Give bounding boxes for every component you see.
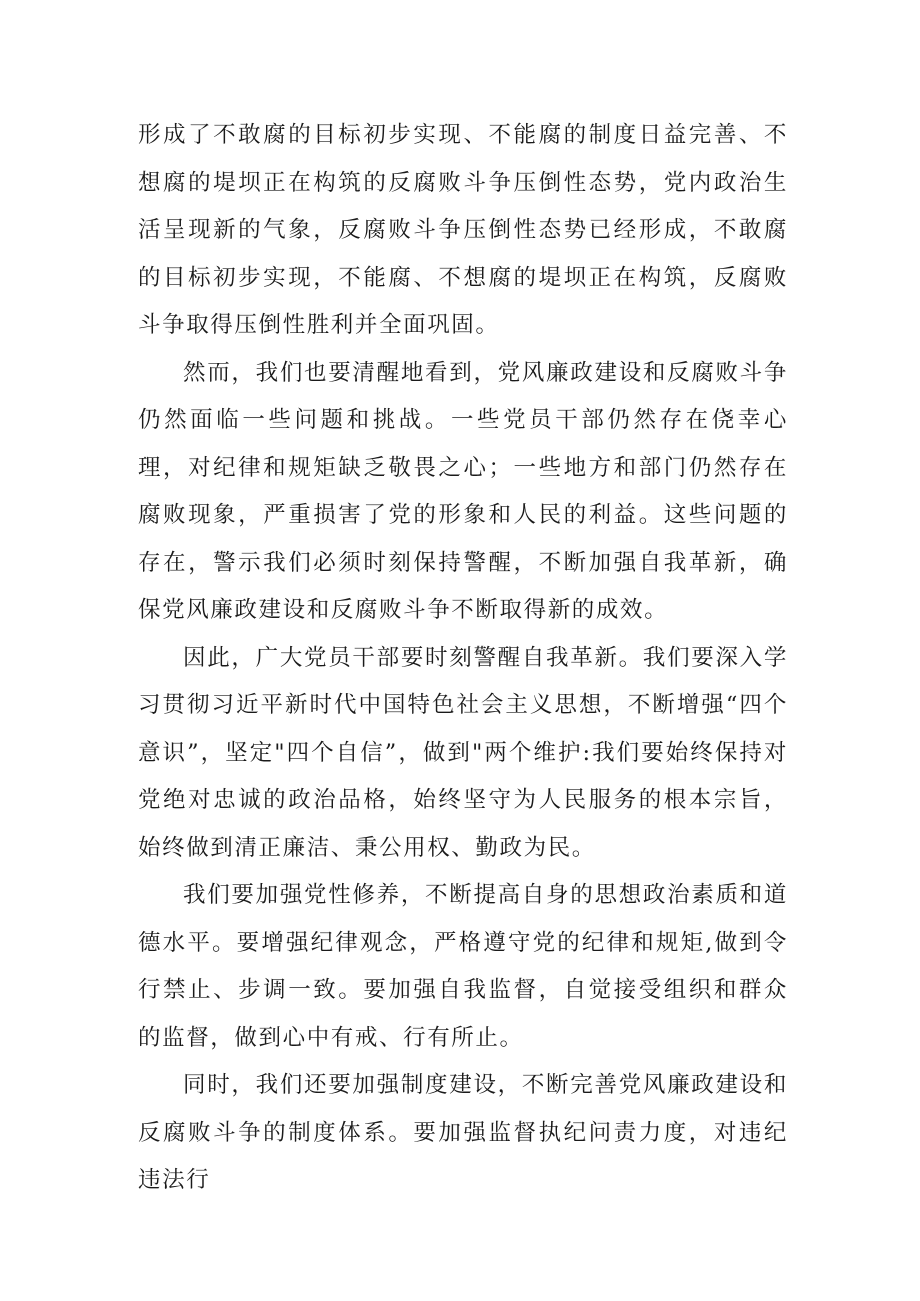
document-body bbox=[138, 112, 788, 1205]
paragraph-5: 同时，我们还要加强制度建设，不断完善党风廉政建设和反腐败斗争的制度体系。要加强监督执纪问责力度，对违纪违法行 bbox=[138, 1072, 788, 1193]
paragraph-1: 形成了不敢腐的目标初步实现、不能腐的制度日益完善、不想腐的堤坝正在构筑的反腐败斗争压倒性态势，党内政治生活呈现新的气象，反腐败斗争压倒性态势已经形成，不敢腐的目标初步实现，不能腐、不想腐的堤坝正在构筑，反腐败斗争取得压倒性胜利并全面巩固。 bbox=[138, 122, 788, 338]
paragraph-4: 我们要加强党性修养，不断提高自身的思想政治素质和道德水平。要增强纪律观念，严格遵守党的纪律和规矩,做到令行禁止、步调一致。要加强自我监督，自觉接受组织和群众的监督，做到心中有戒、行有所止。 bbox=[138, 882, 788, 1051]
paragraph-2: 然而，我们也要清醒地看到，党风廉政建设和反腐败斗争仍然面临一些问题和挑战。一些党员干部仍然存在侥幸心理，对纪律和规矩缺乏敬畏之心；一些地方和部门仍然存在腐败现象，严重损害了党的形象和人民的利益。这些问题的存在，警示我们必须时刻保持警醒，不断加强自我革新，确保党风廉政建设和反腐败斗争不断取得新的成效。 bbox=[138, 359, 788, 623]
paragraph-3: 因此，广大党员干部要时刻警醒自我革新。我们要深入学习贯彻习近平新时代中国特色社会主义思想，不断增强“四个意识”，坚定"四个自信”，做到"两个维护:我们要始终保持对党绝对忠诚的政治品格，始终坚守为人民服务的根本宗旨，始终做到清正廉洁、秉公用权、勤政为民。 bbox=[138, 644, 788, 861]
